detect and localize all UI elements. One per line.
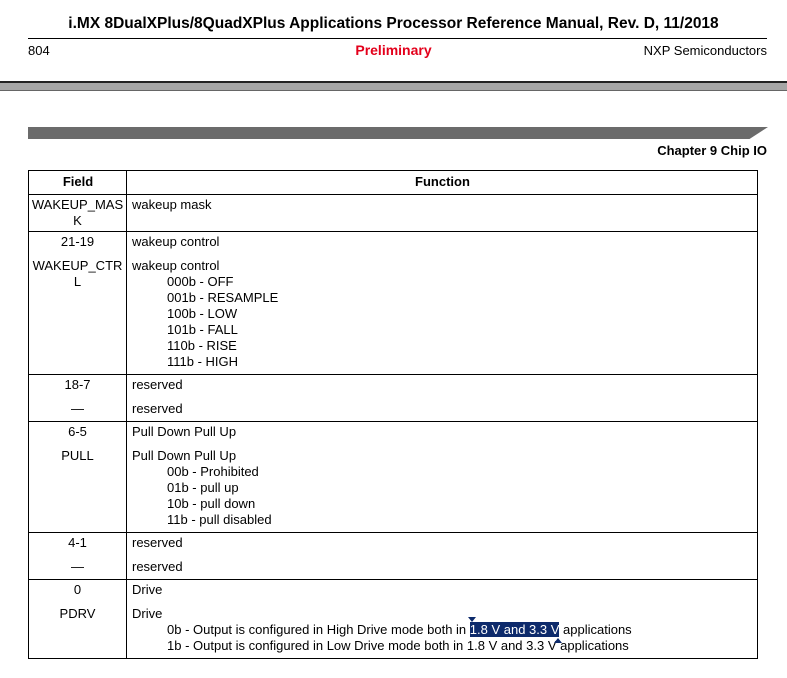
bit-range: 6-5 (68, 424, 87, 439)
table-row (29, 195, 758, 232)
register-field-table (28, 170, 758, 659)
function-text: reserved (132, 401, 183, 416)
field-name: PDRV (59, 606, 96, 621)
field-name: WAKEUP_MAS (31, 197, 124, 212)
bit-range: 21-19 (60, 234, 95, 249)
function-text: wakeup mask (132, 197, 212, 212)
text-selection[interactable]: 1.8 V and 3.3 V (470, 622, 560, 637)
page-number: 804 (28, 43, 50, 58)
value-item: 11b - pull disabled (167, 512, 272, 527)
value-item: 01b - pull up (167, 480, 239, 495)
document-title: i.MX 8DualXPlus/8QuadXPlus Applications Processor Reference Manual, Rev. D, 11/2018 (68, 15, 719, 32)
field-name-cont: L (73, 274, 82, 289)
value-item: 1b - Output is configured in Low Drive mode both in 1.8 V and 3.3 V applications (167, 638, 629, 653)
company-name: NXP Semiconductors (643, 43, 767, 58)
field-name: PULL (61, 448, 94, 463)
table-row (29, 580, 758, 659)
bits-description: reserved (132, 377, 183, 392)
bit-range: 0 (73, 582, 82, 597)
function-text: Drive (132, 606, 163, 621)
field-name-cont: K (73, 213, 82, 228)
value-item: 10b - pull down (167, 496, 256, 511)
value-item: 00b - Prohibited (167, 464, 259, 479)
selection-end-handle[interactable] (554, 638, 562, 643)
table-row (29, 533, 758, 580)
bits-description: Drive (132, 582, 163, 597)
chapter-bar (28, 127, 768, 139)
table-row (29, 232, 758, 375)
field-name: WAKEUP_CTR (32, 258, 123, 273)
table-row (29, 375, 758, 422)
header-function: Function (127, 171, 758, 195)
chapter-title: Chapter 9 Chip IO (657, 143, 767, 158)
header-rule (28, 38, 767, 39)
function-text: wakeup control (132, 258, 220, 273)
table-header-row (29, 171, 758, 195)
bits-description: reserved (132, 535, 183, 550)
bit-range: 4-1 (68, 535, 87, 550)
value-item: 100b - LOW (167, 306, 238, 321)
table-row (29, 422, 758, 533)
value-item: 000b - OFF (167, 274, 234, 289)
value-item: 111b - HIGH (167, 354, 239, 369)
selection-start-handle[interactable] (468, 617, 476, 622)
field-name: — (71, 559, 84, 574)
field-name: — (71, 401, 84, 416)
value-item: 101b - FALL (167, 322, 238, 337)
preliminary-label: Preliminary (355, 42, 432, 58)
bits-description: Pull Down Pull Up (132, 424, 237, 439)
bit-range: 18-7 (64, 377, 91, 392)
value-item: 001b - RESAMPLE (167, 290, 279, 305)
value-item: 0b - Output is configured in High Drive mode both in 1.8 V and 3.3 V applications (132, 622, 753, 638)
function-text: reserved (132, 559, 183, 574)
function-text: Pull Down Pull Up (132, 448, 237, 463)
value-item: 110b - RISE (167, 338, 237, 353)
page-gap (0, 83, 787, 91)
header-field: Field (29, 171, 127, 195)
bits-description: wakeup control (132, 234, 220, 249)
